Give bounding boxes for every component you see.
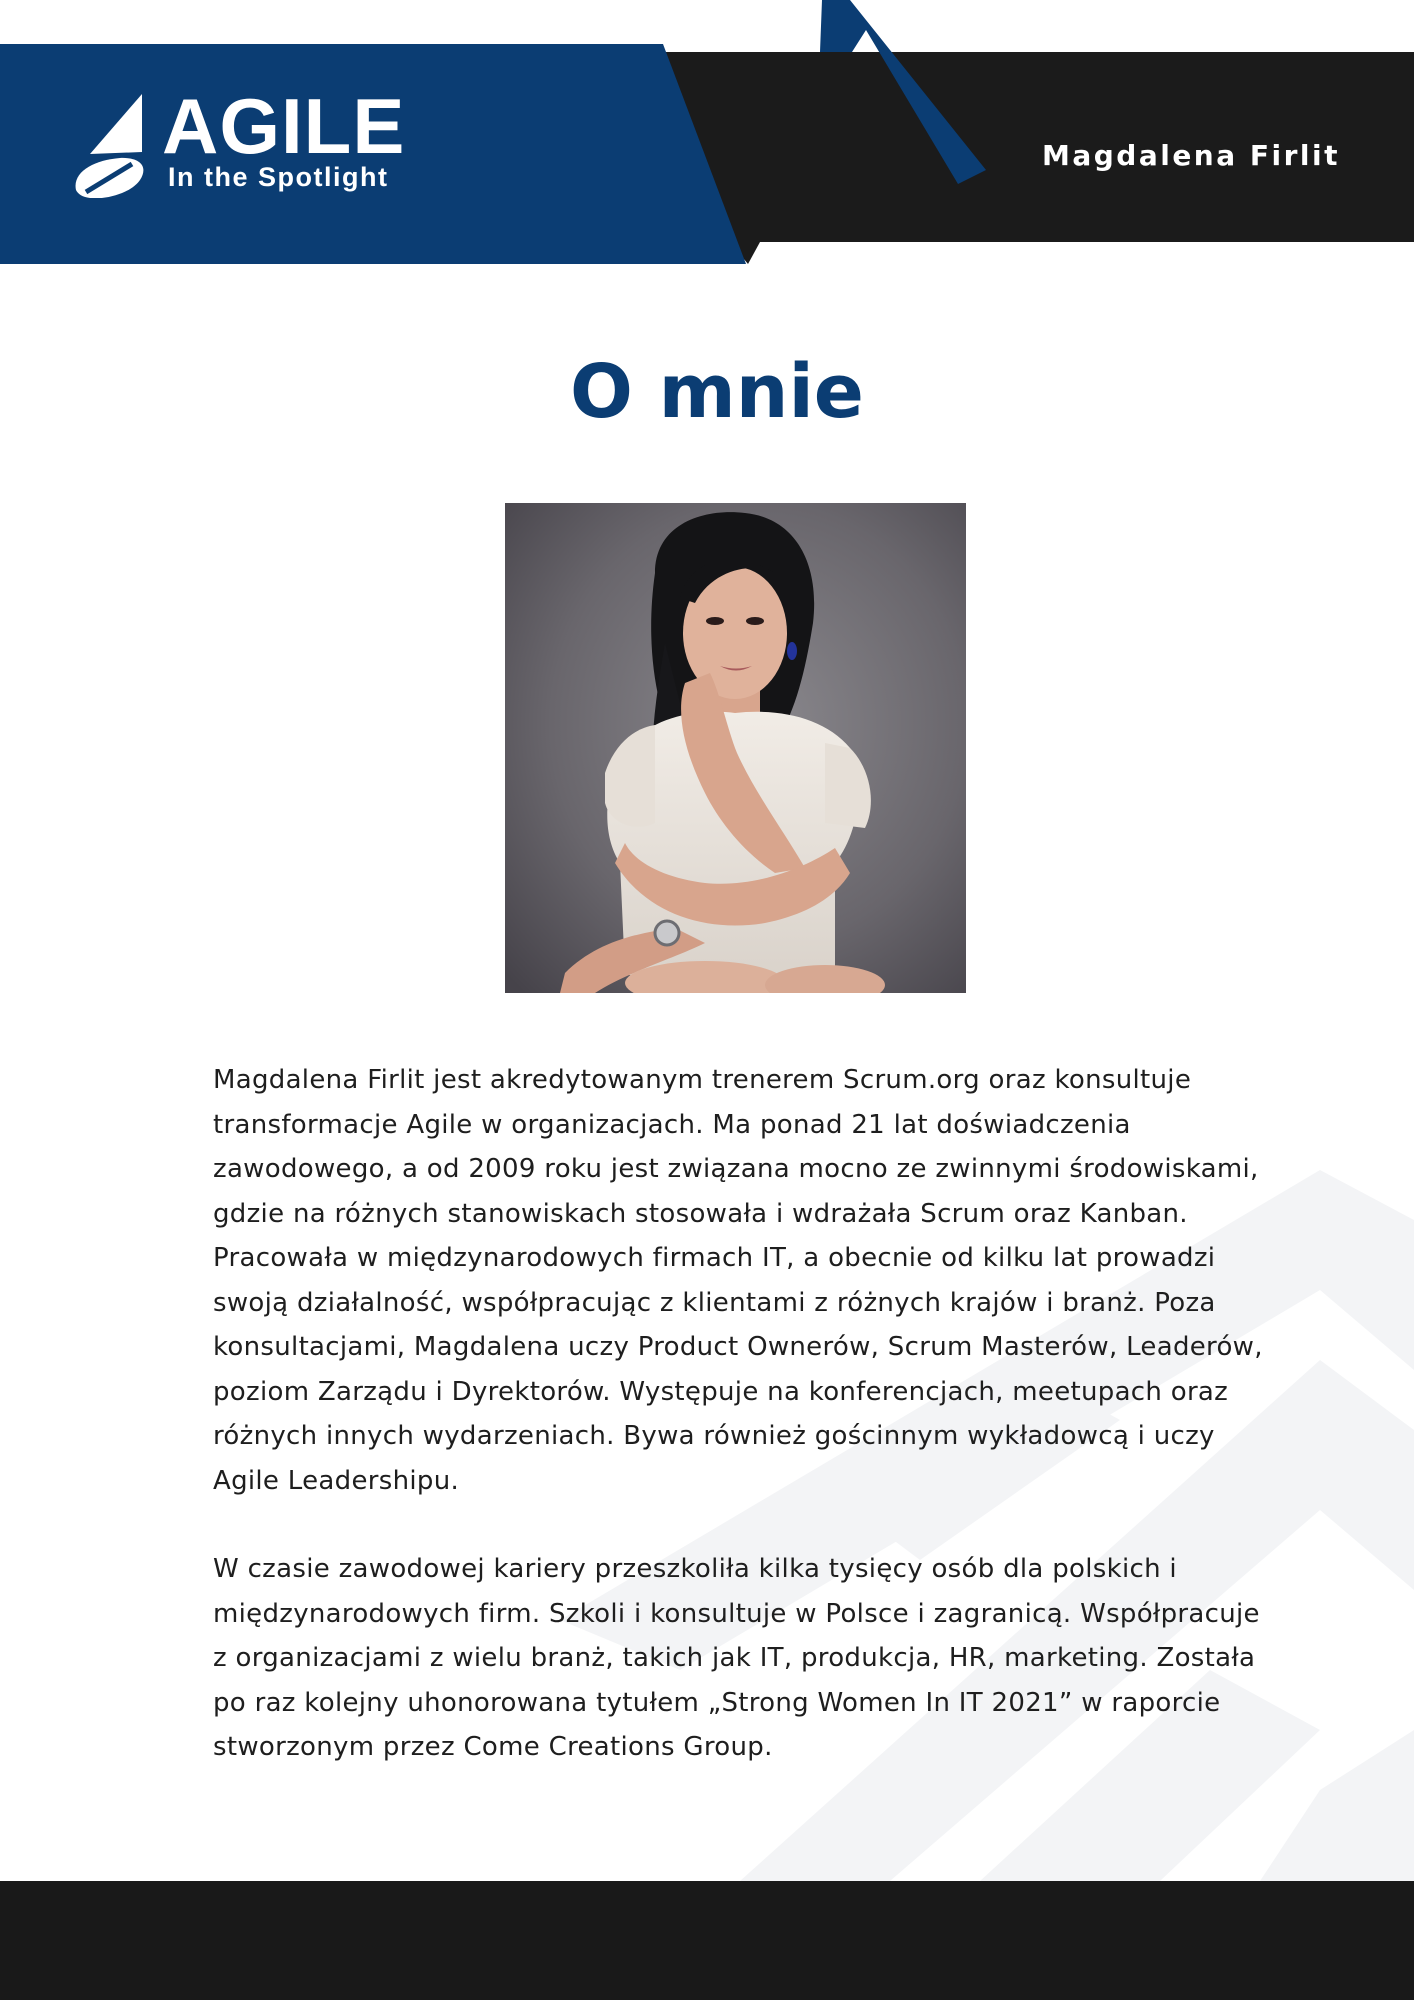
bio-text	[213, 1058, 1263, 1814]
logo-wordmark: AGILE	[162, 82, 406, 170]
author-portrait-photo	[505, 503, 966, 993]
agile-logo[interactable]	[72, 82, 406, 200]
header-author-name: Magdalena Firlit	[1041, 139, 1340, 172]
bio-paragraph: W czasie zawodowej kariery przeszkoliła kilka tysięcy osób dla polskich i międzynarodowych firm. Szkoli i konsultuje w Polsce i zagranicą. Współpracuje z organizacjami z wielu branż, takich jak IT, produkcja, HR, marketing. Została po raz kolejny uhonorowana tytułem „Strong Women In IT 2021” w raporcie stworzonym przez Come Creations Group.	[213, 1554, 1260, 1762]
logo-tagline: In the Spotlight	[168, 162, 389, 192]
page-footer	[0, 1881, 1414, 2000]
sail-logo-icon	[72, 92, 146, 198]
bio-paragraph: Magdalena Firlit jest akredytowanym trenerem Scrum.org oraz konsultuje transformacje Agile w organizacjach. Ma ponad 21 lat doświadczenia zawodowego, a od 2009 roku jest związana mocno ze zwinnymi środowiskami, gdzie na różnych stanowiskach stosowała i wdrażała Scrum oraz Kanban. Pracowała w międzynarodowych firmach IT, a obecnie od kilku lat prowadzi swoją działalność, współpracując z klientami z różnych krajów i branż. Poza konsultacjami, Magdalena uczy Product Ownerów, Scrum Masterów, Leaderów, poziom Zarządu i Dyrektorów. Występuje na konferencjach, meetupach oraz różnych innych wydarzeniach. Bywa również gościnnym wykładowcą i uczy Agile Leadershipu.	[213, 1065, 1263, 1496]
page-title: O mnie	[569, 349, 864, 435]
page-header	[0, 0, 1414, 270]
